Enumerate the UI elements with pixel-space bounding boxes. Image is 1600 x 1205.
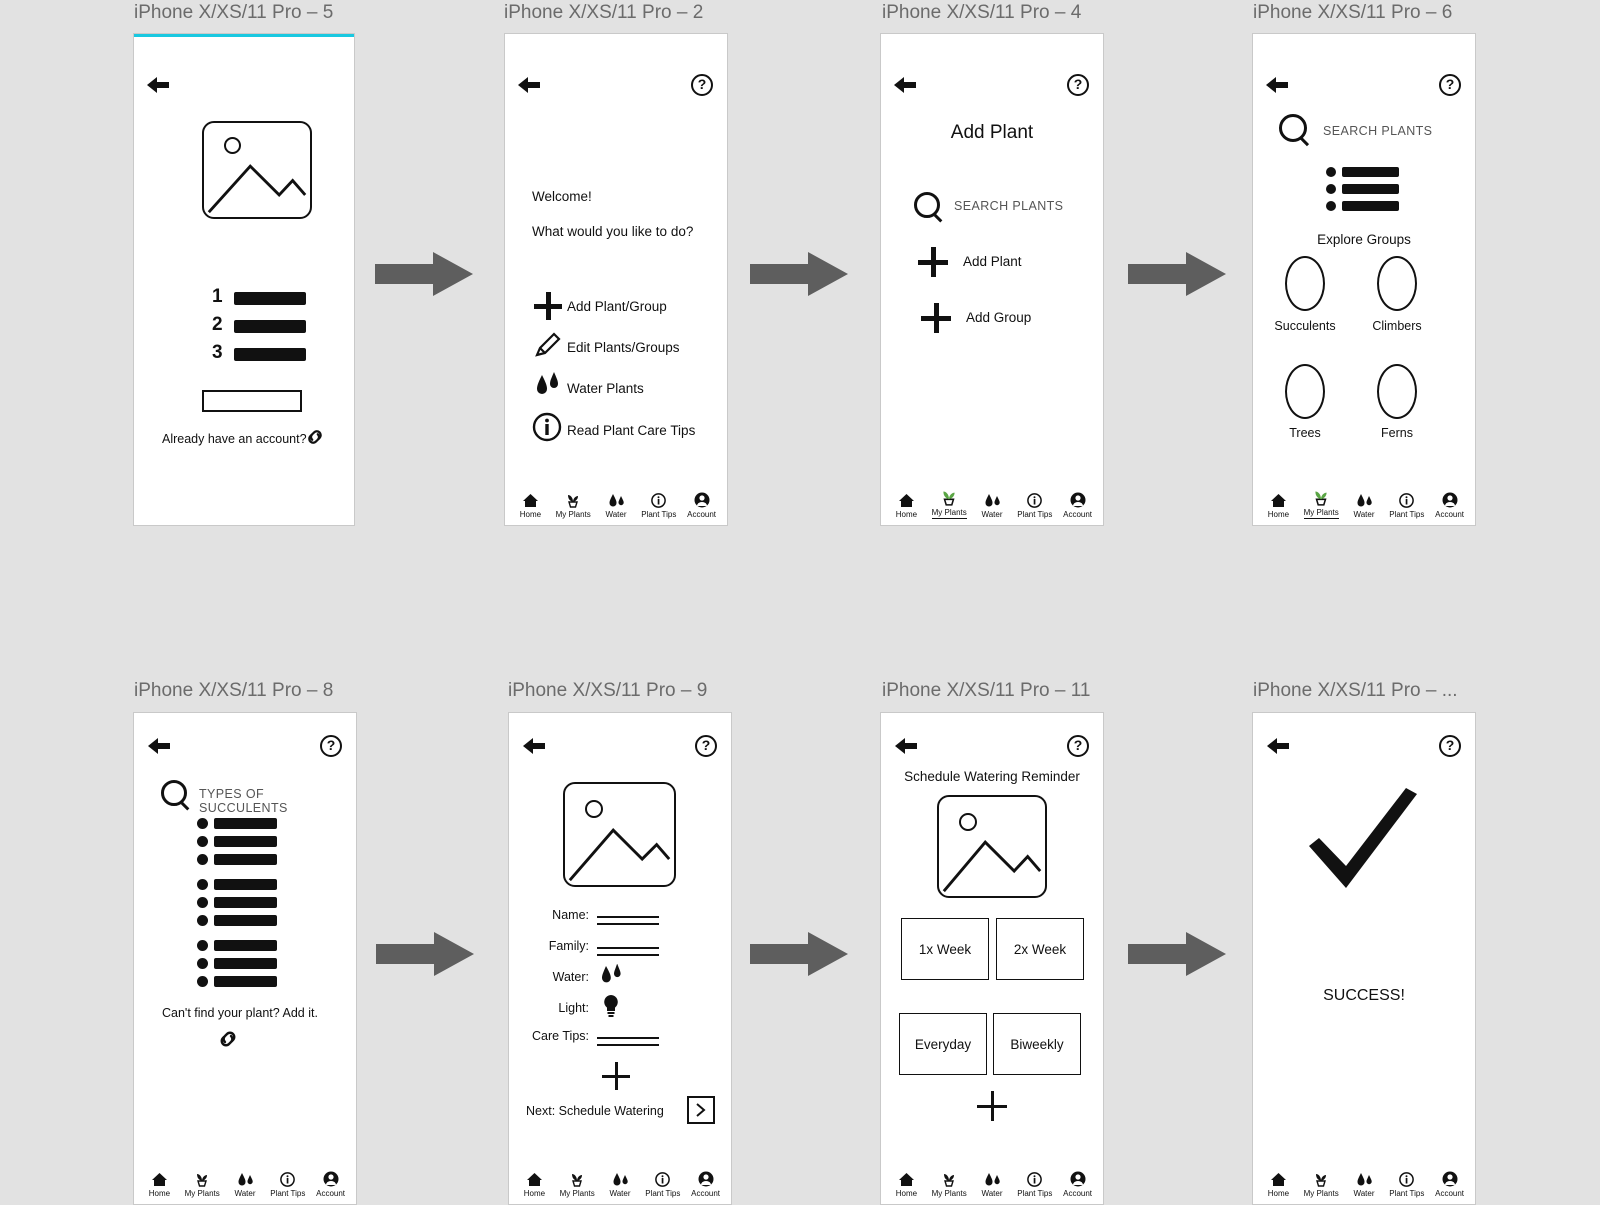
tab-label-home: Home: [519, 510, 542, 519]
frame-title-2: iPhone X/XS/11 Pro – 2: [504, 2, 704, 23]
info-icon: [1399, 490, 1414, 508]
info-icon: [651, 490, 666, 508]
field-line-care-tips[interactable]: [597, 1037, 659, 1039]
plant-icon: [569, 1169, 585, 1187]
list-bullet: [197, 958, 208, 969]
list-bullet: [197, 854, 208, 865]
tab-bar[interactable]: [1253, 1169, 1475, 1198]
flow-arrow-5: [750, 930, 850, 978]
plus-icon-v: [615, 1062, 618, 1090]
tab-home[interactable]: [885, 1169, 928, 1198]
tab-water[interactable]: [224, 1169, 267, 1198]
frame-title-5: iPhone X/XS/11 Pro – 5: [134, 2, 334, 23]
tab-label-account: Account: [1063, 1189, 1093, 1198]
info-icon: [1027, 490, 1042, 508]
list-bar: [214, 915, 277, 926]
tab-label-water: Water: [1353, 1189, 1375, 1198]
tab-label-account: Account: [1063, 510, 1093, 519]
tab-account[interactable]: [684, 1169, 727, 1198]
tab-label-plant-tips: Plant Tips: [270, 1189, 306, 1198]
tab-plant-tips[interactable]: [1013, 1169, 1056, 1198]
back-arrow-icon[interactable]: [146, 735, 172, 757]
flow-arrow-3: [1128, 250, 1228, 298]
field-label-name: Name:: [552, 908, 589, 922]
water-drops-icon: [1355, 490, 1373, 508]
plus-icon-v: [991, 1091, 994, 1121]
plant-icon: [1313, 1169, 1329, 1187]
group-shape-succulents[interactable]: [1285, 256, 1325, 311]
phone-frame-4: [880, 33, 1104, 526]
tab-label-account: Account: [687, 510, 717, 519]
already-account-label: Already have an account?: [162, 432, 307, 446]
group-shape-trees[interactable]: [1285, 364, 1325, 419]
accent-bar: [134, 34, 354, 37]
tab-account[interactable]: [1428, 1169, 1471, 1198]
list-bar: [214, 879, 277, 890]
frame-title-4: iPhone X/XS/11 Pro – 4: [882, 2, 1082, 23]
text-input[interactable]: [202, 390, 302, 412]
list-bar-3: [1342, 201, 1399, 211]
tab-my-plants[interactable]: [1300, 1169, 1343, 1198]
success-message: SUCCESS!: [1323, 987, 1405, 1004]
water-drops-icon: [1355, 1169, 1373, 1187]
tab-plant-tips[interactable]: [266, 1169, 309, 1198]
phone-frame-5: [133, 33, 355, 526]
next-schedule-watering-label: Next: Schedule Watering: [526, 1104, 664, 1118]
tab-water[interactable]: [971, 1169, 1014, 1198]
account-icon: [1442, 1169, 1458, 1187]
tab-bar[interactable]: [1253, 488, 1475, 519]
link-icon[interactable]: [304, 426, 326, 448]
tab-bar[interactable]: [881, 488, 1103, 519]
account-icon: [1442, 490, 1458, 508]
tab-label-home: Home: [148, 1189, 171, 1198]
tab-label-plant-tips: Plant Tips: [1389, 1189, 1425, 1198]
list-bullet: [197, 836, 208, 847]
water-drops-icon: [607, 490, 625, 508]
tab-account[interactable]: [680, 490, 723, 519]
tab-label-my-plants: My Plants: [931, 1189, 967, 1198]
link-icon[interactable]: [216, 1027, 240, 1051]
list-number-3: 3: [212, 342, 223, 363]
back-arrow-icon[interactable]: [892, 74, 918, 96]
account-icon: [698, 1169, 714, 1187]
tab-label-plant-tips: Plant Tips: [645, 1189, 681, 1198]
tab-bar[interactable]: [134, 1169, 356, 1198]
question-label: What would you like to do?: [532, 224, 694, 239]
tab-label-my-plants: My Plants: [184, 1189, 220, 1198]
plant-icon: [565, 490, 581, 508]
tab-label-water: Water: [609, 1189, 631, 1198]
field-line-family[interactable]: [597, 947, 659, 949]
tab-water[interactable]: [971, 490, 1014, 519]
home-icon: [526, 1169, 543, 1187]
option-button-everyday[interactable]: Everyday: [899, 1013, 987, 1075]
tab-label-water: Water: [1353, 510, 1375, 519]
back-arrow-icon[interactable]: [521, 735, 547, 757]
tab-label-home: Home: [1267, 1189, 1290, 1198]
list-bar: [214, 958, 277, 969]
list-bullet: [197, 976, 208, 987]
help-icon[interactable]: ?: [1067, 735, 1089, 757]
tab-my-plants[interactable]: [928, 488, 971, 519]
help-icon[interactable]: ?: [695, 735, 717, 757]
menu-label-water-plants[interactable]: Water Plants: [567, 381, 644, 396]
tab-water[interactable]: [1343, 490, 1386, 519]
tab-account[interactable]: [1428, 490, 1471, 519]
welcome-label: Welcome!: [532, 189, 592, 204]
phone-frame-6: [1252, 33, 1476, 526]
tab-label-water: Water: [605, 510, 627, 519]
list-bullet: [197, 940, 208, 951]
water-drops-icon: [611, 1169, 629, 1187]
group-label-trees[interactable]: Trees: [1289, 426, 1321, 440]
frame-title-6: iPhone X/XS/11 Pro – 6: [1253, 2, 1453, 23]
frame-title-11: iPhone X/XS/11 Pro – 11: [882, 680, 1091, 701]
help-icon[interactable]: ?: [1439, 735, 1461, 757]
flow-arrow-6: [1128, 930, 1228, 978]
tab-label-plant-tips: Plant Tips: [1389, 510, 1425, 519]
water-drops-icon[interactable]: [532, 370, 564, 400]
frame-title-12: iPhone X/XS/11 Pro – ...: [1253, 680, 1458, 701]
home-icon: [898, 490, 915, 508]
tab-label-account: Account: [1435, 1189, 1465, 1198]
field-line-care-tips-2[interactable]: [597, 1044, 659, 1046]
back-arrow-icon[interactable]: [516, 74, 542, 96]
home-icon: [1270, 1169, 1287, 1187]
menu-label-add-plant-group[interactable]: Add Plant/Group: [567, 299, 667, 314]
flow-arrow-2: [750, 250, 850, 298]
tab-water[interactable]: [595, 490, 638, 519]
list-bullet: [197, 879, 208, 890]
list-bar-1: [234, 292, 306, 305]
group-label-succulents[interactable]: Succulents: [1274, 319, 1336, 333]
tab-label-my-plants: My Plants: [559, 1189, 595, 1198]
home-icon: [522, 490, 539, 508]
list-bar: [214, 854, 277, 865]
screen-title-add-plant: Add Plant: [950, 122, 1034, 143]
plus-icon-2-v: [934, 303, 939, 333]
image-placeholder: [563, 782, 676, 887]
tab-bar[interactable]: [881, 1169, 1103, 1198]
list-bar-1: [1342, 167, 1399, 177]
tab-my-plants[interactable]: [181, 1169, 224, 1198]
search-plants-label[interactable]: SEARCH PLANTS: [954, 199, 1064, 213]
tab-home[interactable]: [513, 1169, 556, 1198]
field-label-family: Family:: [548, 939, 589, 953]
cant-find-plant-label: Can't find your plant? Add it.: [162, 1006, 318, 1020]
option-button-1x-week[interactable]: 1x Week: [901, 918, 989, 980]
explore-groups-title: Explore Groups: [1317, 232, 1411, 247]
tab-account[interactable]: [1056, 490, 1099, 519]
tab-label-home: Home: [1267, 510, 1290, 519]
tab-account[interactable]: [309, 1169, 352, 1198]
account-icon: [323, 1169, 339, 1187]
list-bullet: [197, 897, 208, 908]
tab-home[interactable]: [138, 1169, 181, 1198]
plus-icon-v: [546, 292, 551, 320]
list-number-2: 2: [212, 314, 223, 335]
pencil-icon[interactable]: [532, 330, 562, 360]
help-icon[interactable]: ?: [320, 735, 342, 757]
plant-icon: [940, 488, 958, 506]
tab-my-plants[interactable]: [556, 1169, 599, 1198]
tab-label-water: Water: [981, 1189, 1003, 1198]
phone-frame-2: [504, 33, 728, 526]
tab-my-plants[interactable]: [928, 1169, 971, 1198]
home-icon: [151, 1169, 168, 1187]
list-number-1: 1: [212, 286, 223, 307]
tab-plant-tips[interactable]: [637, 490, 680, 519]
list-bar: [214, 897, 277, 908]
list-bullet-2: [1326, 184, 1336, 194]
types-of-succulents-label[interactable]: TYPES OF SUCCULENTS: [199, 787, 288, 815]
list-bullet-1: [1326, 167, 1336, 177]
tab-my-plants[interactable]: [552, 490, 595, 519]
tab-label-plant-tips: Plant Tips: [1017, 1189, 1053, 1198]
image-placeholder: [202, 121, 312, 219]
tab-my-plants[interactable]: [1300, 488, 1343, 519]
water-drops-icon: [983, 490, 1001, 508]
info-icon: [1027, 1169, 1042, 1187]
search-icon-handle: [934, 214, 942, 222]
tab-bar[interactable]: [509, 1169, 731, 1198]
search-plants-label[interactable]: SEARCH PLANTS: [1323, 124, 1433, 138]
phone-frame-11: [880, 712, 1104, 1205]
tab-water[interactable]: [599, 1169, 642, 1198]
group-shape-ferns[interactable]: [1377, 364, 1417, 419]
action-label-add-group[interactable]: Add Group: [966, 310, 1032, 325]
tab-water[interactable]: [1343, 1169, 1386, 1198]
tab-plant-tips[interactable]: [1013, 490, 1056, 519]
flow-arrow-4: [376, 930, 476, 978]
phone-frame-8: [133, 712, 357, 1205]
list-bar-2: [1342, 184, 1399, 194]
field-label-water: Water:: [552, 970, 589, 984]
menu-label-read-plant-care-tips[interactable]: Read Plant Care Tips: [567, 423, 696, 438]
tab-label-home: Home: [895, 510, 918, 519]
menu-label-edit-plants-groups[interactable]: Edit Plants/Groups: [567, 340, 680, 355]
field-line-name-2[interactable]: [597, 923, 659, 925]
plus-icon-v: [931, 247, 936, 277]
phone-frame-12: [1252, 712, 1476, 1205]
plant-icon: [194, 1169, 210, 1187]
list-bar: [214, 836, 277, 847]
option-button-2x-week[interactable]: 2x Week: [996, 918, 1084, 980]
home-icon: [1270, 490, 1287, 508]
chevron-right-icon: [694, 1102, 708, 1118]
option-button-biweekly[interactable]: Biweekly: [993, 1013, 1081, 1075]
help-icon[interactable]: ?: [1067, 74, 1089, 96]
list-bullet: [197, 818, 208, 829]
phone-frame-9: [508, 712, 732, 1205]
bulb-icon: [599, 993, 623, 1019]
next-button[interactable]: [687, 1096, 715, 1124]
back-arrow-icon[interactable]: [1264, 74, 1290, 96]
help-icon[interactable]: ?: [691, 74, 713, 96]
plant-icon: [1312, 488, 1330, 506]
list-bar: [214, 940, 277, 951]
tab-label-my-plants: My Plants: [1303, 508, 1339, 517]
help-icon[interactable]: ?: [1439, 74, 1461, 96]
account-icon: [1070, 490, 1086, 508]
field-line-family-2[interactable]: [597, 954, 659, 956]
image-mountain-icon: [939, 797, 1045, 896]
info-icon: [655, 1169, 670, 1187]
tab-label-my-plants: My Plants: [931, 508, 967, 517]
screen-title-schedule-watering: Schedule Watering Reminder: [904, 769, 1080, 784]
account-icon: [694, 490, 710, 508]
water-drops-icon: [597, 961, 627, 991]
tab-home[interactable]: [1257, 490, 1300, 519]
image-placeholder: [937, 795, 1047, 898]
tab-home[interactable]: [509, 490, 552, 519]
tab-home[interactable]: [885, 490, 928, 519]
group-label-ferns[interactable]: Ferns: [1381, 426, 1413, 440]
list-bullet: [197, 915, 208, 926]
list-bar-3: [234, 348, 306, 361]
tab-bar[interactable]: [505, 490, 727, 519]
search-icon-handle: [1300, 137, 1309, 146]
tab-label-home: Home: [895, 1189, 918, 1198]
list-bar: [214, 818, 277, 829]
back-arrow-icon[interactable]: [1265, 735, 1291, 757]
action-label-add-plant[interactable]: Add Plant: [963, 254, 1022, 269]
back-arrow-icon[interactable]: [145, 74, 171, 96]
info-icon[interactable]: [532, 412, 562, 442]
tab-label-my-plants: My Plants: [555, 510, 591, 519]
group-label-climbers[interactable]: Climbers: [1372, 319, 1422, 333]
list-bar: [214, 976, 277, 987]
frame-title-9: iPhone X/XS/11 Pro – 9: [508, 680, 708, 701]
tab-account[interactable]: [1056, 1169, 1099, 1198]
tab-label-account: Account: [691, 1189, 721, 1198]
tab-plant-tips[interactable]: [1385, 490, 1428, 519]
image-mountain-icon: [565, 784, 674, 885]
flow-arrow-1: [375, 250, 475, 298]
back-arrow-icon[interactable]: [893, 735, 919, 757]
tab-label-account: Account: [1435, 510, 1465, 519]
tab-label-water: Water: [234, 1189, 256, 1198]
tab-plant-tips[interactable]: [641, 1169, 684, 1198]
search-icon-handle: [181, 802, 189, 810]
tab-label-plant-tips: Plant Tips: [641, 510, 677, 519]
field-label-light: Light:: [558, 1001, 589, 1015]
tab-label-my-plants: My Plants: [1303, 1189, 1339, 1198]
tab-plant-tips[interactable]: [1385, 1169, 1428, 1198]
plant-icon: [941, 1169, 957, 1187]
account-icon: [1070, 1169, 1086, 1187]
tab-label-account: Account: [316, 1189, 346, 1198]
info-icon: [280, 1169, 295, 1187]
water-drops-icon: [983, 1169, 1001, 1187]
frame-title-8: iPhone X/XS/11 Pro – 8: [134, 680, 334, 701]
image-mountain-icon: [204, 123, 310, 217]
tab-label-plant-tips: Plant Tips: [1017, 510, 1053, 519]
checkmark-icon: [1301, 788, 1426, 913]
tab-label-home: Home: [523, 1189, 546, 1198]
group-shape-climbers[interactable]: [1377, 256, 1417, 311]
tab-home[interactable]: [1257, 1169, 1300, 1198]
list-bar-2: [234, 320, 306, 333]
home-icon: [898, 1169, 915, 1187]
tab-label-water: Water: [981, 510, 1003, 519]
field-line-name[interactable]: [597, 916, 659, 918]
list-bullet-3: [1326, 201, 1336, 211]
water-drops-icon: [236, 1169, 254, 1187]
field-label-care-tips: Care Tips:: [532, 1029, 589, 1043]
info-icon: [1399, 1169, 1414, 1187]
